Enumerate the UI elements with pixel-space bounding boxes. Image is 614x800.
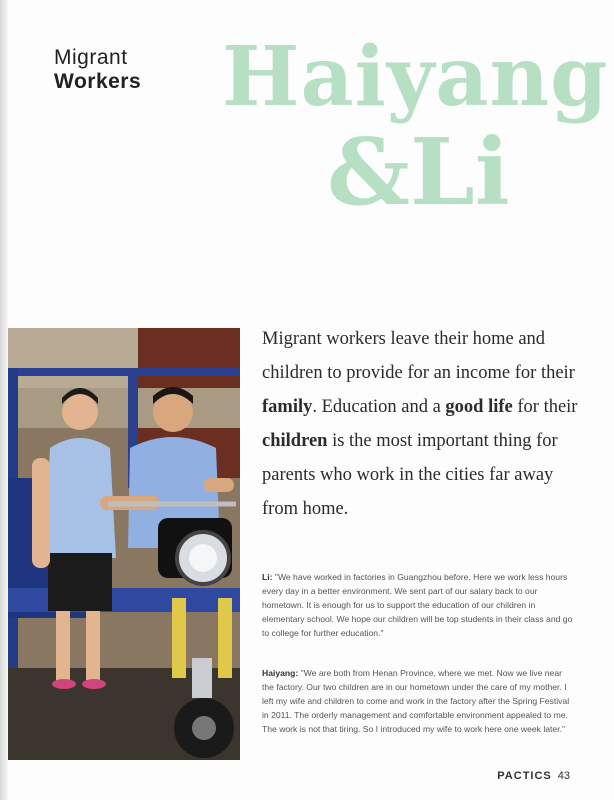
intro-text-4: is the most important thing for parents who work in the cities far away from home. [262, 431, 558, 519]
section-label-line1: Migrant [54, 46, 128, 69]
photo-illustration [8, 328, 240, 760]
quote-speaker: Haiyang: [262, 668, 299, 678]
quote-text: "We have worked in factories in Guangzhou before. Here we work less hours every day in a better environment. We sent part of our salary back to our hometown. It is enough for us to support the education of our children in elementary school. We hope our children will be top students in their class and go to college for further education." [262, 572, 573, 638]
section-label-line2: Workers [54, 69, 142, 93]
quote-text: "We are both from Henan Province, where we met. Now we live near the factory. Our two children are in our hometown under the care of my mother. I left my wife and children to come and work in the factory after the Spring Festival in 2011. The orderly management and comfortable environment appealed to me. The work is not that tiring. So I introduced my wife to work here one week later." [262, 668, 570, 734]
intro-text-1: Migrant workers leave their home and children to provide for an income for their [262, 329, 575, 383]
page-spine-shadow [0, 0, 8, 800]
page-number: 43 [557, 770, 570, 782]
quote-speaker: Li: [262, 572, 273, 582]
intro-text-3: for their [512, 397, 578, 417]
title-line2: &Li [327, 118, 510, 226]
intro-emphasis-family: family [262, 397, 313, 417]
title-line1: Haiyang [222, 29, 609, 125]
quote-haiyang [262, 666, 574, 736]
intro-text-2: . Education and a [312, 397, 446, 417]
intro-emphasis-good-life: good life [445, 397, 513, 417]
intro-paragraph [262, 322, 592, 526]
footer-label: PACTICS [497, 770, 552, 782]
page-footer [497, 770, 570, 782]
photo-couple-on-tricycle [8, 328, 240, 760]
quote-li [262, 570, 574, 640]
page-title [222, 29, 609, 226]
section-label [54, 46, 141, 93]
intro-emphasis-children: children [262, 431, 328, 451]
